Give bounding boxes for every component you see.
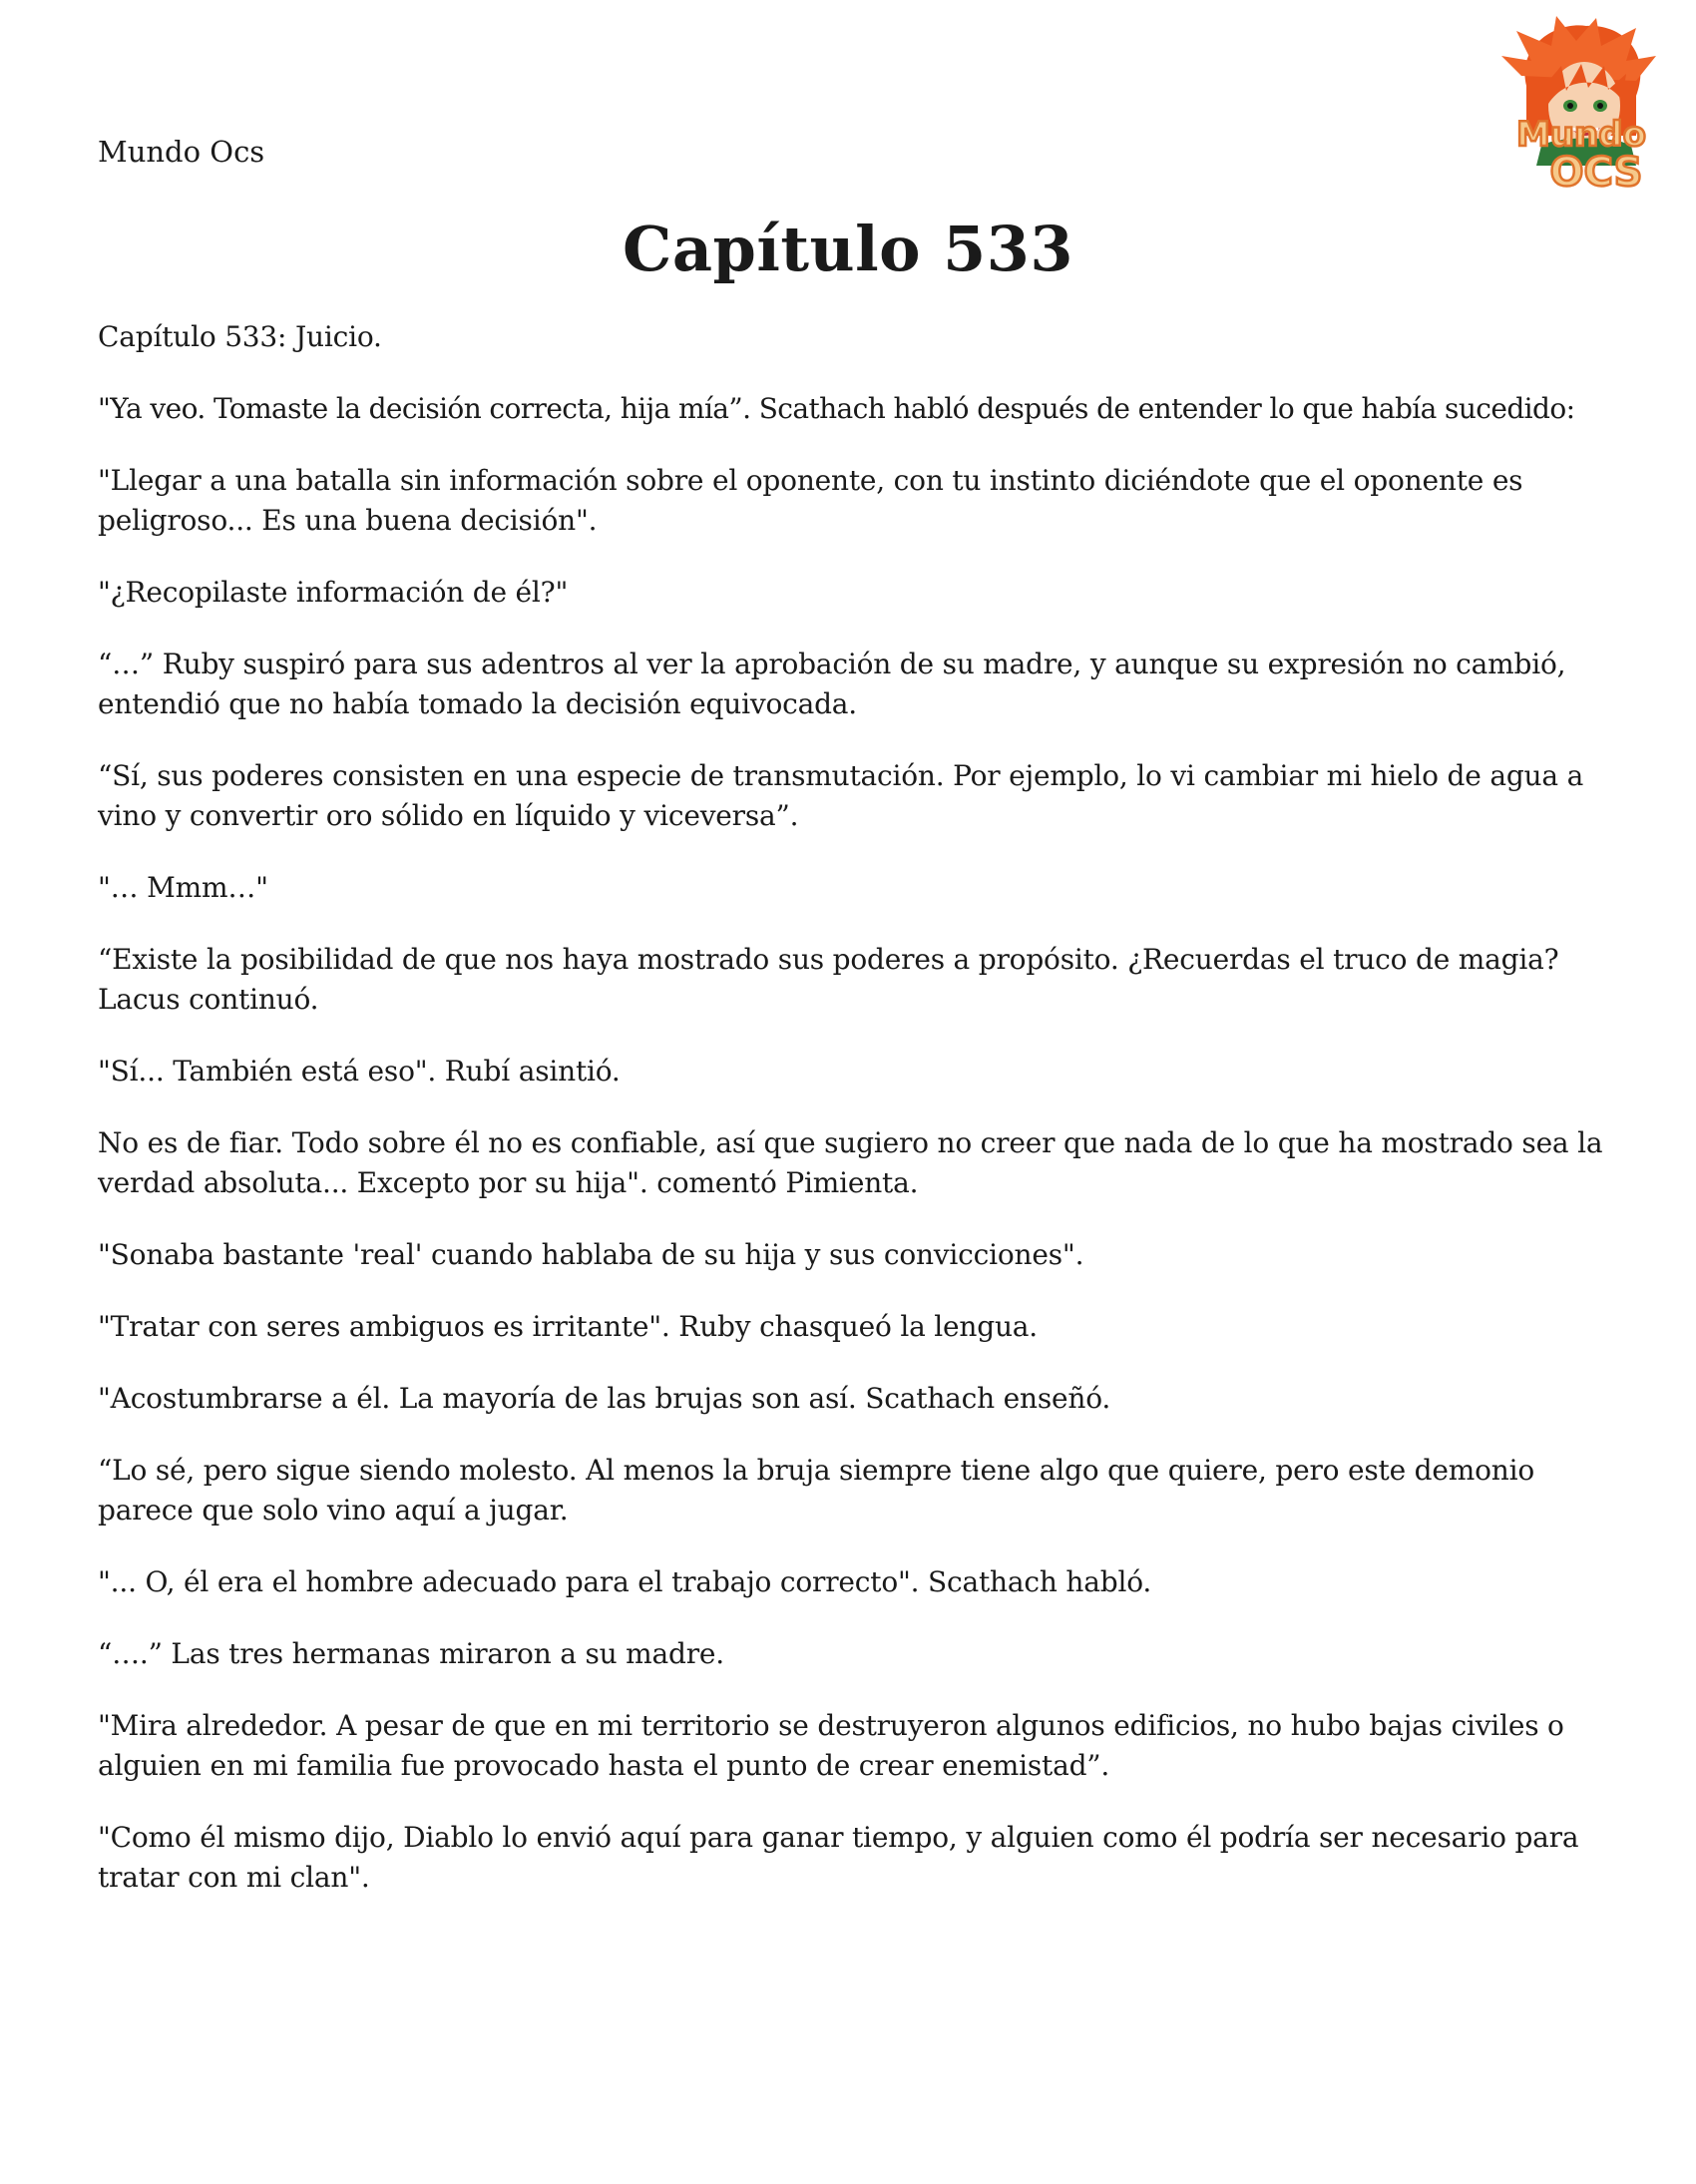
paragraph: “Sí, sus poderes consisten en una especie de transmutación. Por ejemplo, lo vi cambiar mi hielo de agua a vino y convertir oro sólido en líquido y viceversa”.: [98, 759, 1584, 832]
paragraph: “…” Ruby suspiró para sus adentros al ver la aprobación de su madre, y aunque su expresión no cambió, entendió que no había tomado la decisión equivocada.: [98, 648, 1566, 720]
paragraph: "Sonaba bastante 'real' cuando hablaba de su hija y sus convicciones".: [98, 1238, 1084, 1271]
paragraph: “….” Las tres hermanas miraron a su madre.: [98, 1637, 724, 1670]
logo-text-line2: OCS: [1549, 150, 1643, 196]
paragraph: “Existe la posibilidad de que nos haya mostrado sus poderes a propósito. ¿Recuerdas el truco de magia? Lacus continuó.: [98, 943, 1559, 1016]
site-name: Mundo Ocs: [98, 135, 265, 169]
paragraph: "Ya veo. Tomaste la decisión correcta, hija mía”. Scathach habló después de entender lo que había sucedido:: [98, 392, 1575, 425]
paragraph: Capítulo 533: Juicio.: [98, 320, 382, 353]
paragraph: "Sí... También está eso". Rubí asintió.: [98, 1055, 621, 1088]
mundo-ocs-logo-icon: [1486, 16, 1676, 196]
paragraph: “Lo sé, pero sigue siendo molesto. Al menos la bruja siempre tiene algo que quiere, pero este demonio parece que solo vino aquí a jugar.: [98, 1454, 1534, 1527]
mundo-ocs-logo: [1486, 16, 1676, 196]
paragraph: "Acostumbrarse a él. La mayoría de las brujas son así. Scathach enseñó.: [98, 1382, 1111, 1415]
paragraph: "Mira alrededor. A pesar de que en mi territorio se destruyeron algunos edificios, no hubo bajas civiles o alguien en mi familia fue provocado hasta el punto de crear enemistad”.: [98, 1709, 1564, 1782]
chapter-body: [98, 317, 1634, 1930]
paragraph: "¿Recopilaste información de él?": [98, 576, 569, 609]
paragraph: No es de fiar. Todo sobre él no es confiable, así que sugiero no creer que nada de lo que ha mostrado sea la verdad absoluta... Excepto por su hija". comentó Pimienta.: [98, 1126, 1603, 1199]
paragraph: "Tratar con seres ambiguos es irritante". Ruby chasqueó la lengua.: [98, 1310, 1038, 1343]
chapter-title: Capítulo 533: [622, 213, 1074, 285]
paragraph: "Llegar a una batalla sin información sobre el oponente, con tu instinto diciéndote que el oponente es peligroso... Es una buena decisión".: [98, 464, 1523, 537]
paragraph: "… Mmm…": [98, 871, 268, 904]
logo-text-line1: Mundo: [1516, 115, 1646, 155]
paragraph: "... O, él era el hombre adecuado para el trabajo correcto". Scathach habló.: [98, 1565, 1152, 1598]
paragraph: "Como él mismo dijo, Diablo lo envió aquí para ganar tiempo, y alguien como él podría ser necesario para tratar con mi clan".: [98, 1821, 1579, 1894]
